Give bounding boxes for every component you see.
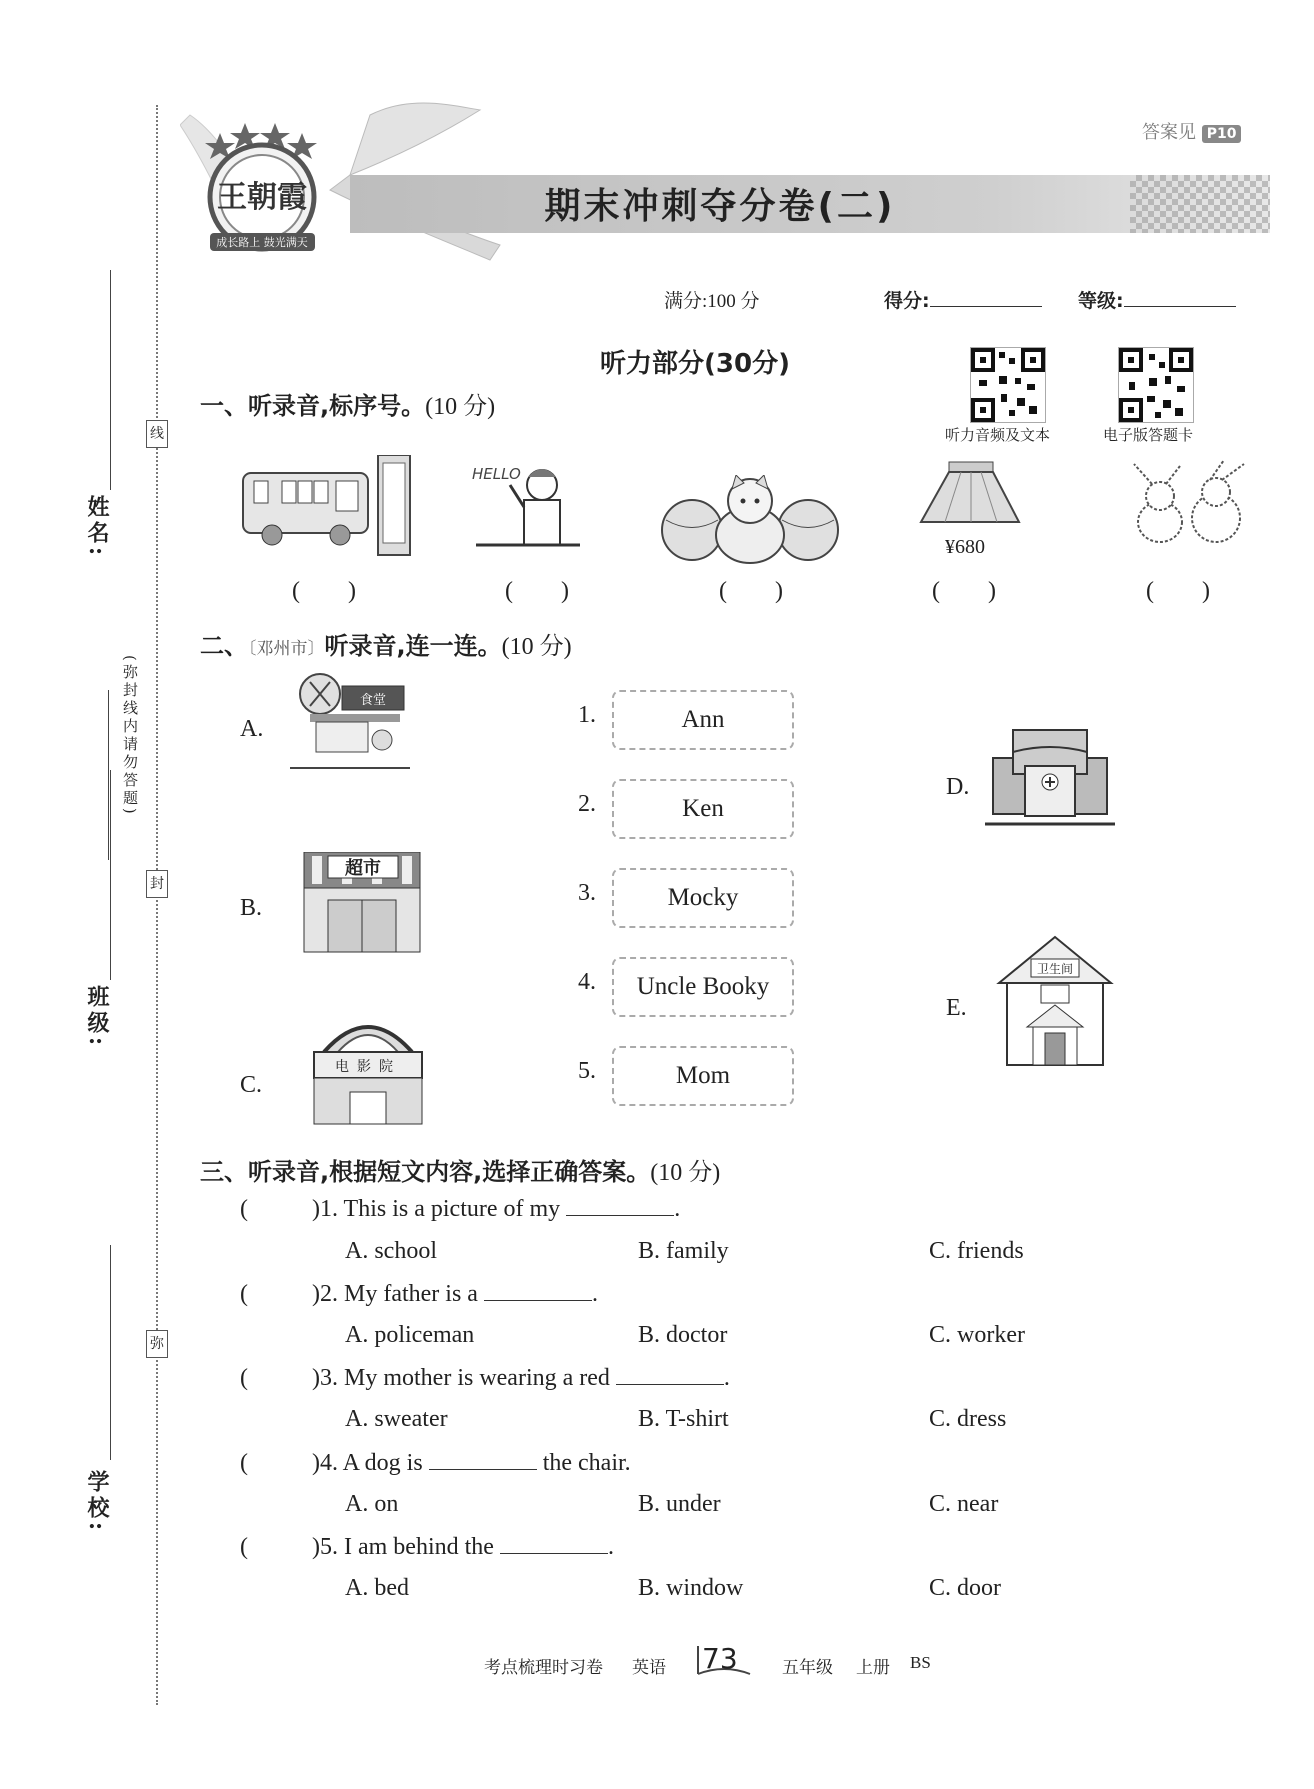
answer-paren-5[interactable]: ( ) [1146,578,1210,604]
grade-label: 等级: [1078,290,1124,312]
question-3-paren[interactable]: ( [240,1365,248,1391]
question-2 [240,1280,598,1308]
question-1-option-b[interactable]: B. family [638,1238,729,1264]
question-4-option-a[interactable]: A. on [345,1491,399,1517]
class-underline [110,770,111,980]
answer-paren-1[interactable]: ( ) [292,578,356,604]
boy-hello-icon [470,455,580,560]
question-5-option-a[interactable]: A. bed [345,1575,409,1601]
question-4-paren[interactable]: ( [240,1450,248,1476]
qr-code-audio[interactable] [970,347,1046,423]
publisher-logo [190,115,335,260]
restaurant-sign: 食堂 [359,693,387,708]
answer-paren-4[interactable]: ( ) [932,578,996,604]
toilet-sign: 卫生间 [1036,962,1074,976]
name-card-uncle-booky[interactable]: Uncle Booky [612,957,794,1017]
question-1-paren[interactable]: ( [240,1196,248,1222]
rabbits-icon [1120,460,1250,560]
school-label: 学校: [84,1470,110,1535]
binding-dotted-line [156,105,158,1705]
skirt-price: ¥680 [945,536,985,558]
footer-book: 考点梳理时习卷 [484,1658,603,1677]
question-2-text: )2. My father is a [312,1281,478,1307]
question-5-blank[interactable] [500,1533,608,1554]
qr-caption-answer-card: 电子版答题卡 [1103,426,1194,444]
question-1-blank[interactable] [566,1195,674,1216]
page-title: 期末冲刺夺分卷(二) [544,186,896,227]
banner-pattern [1130,175,1270,233]
question-3-option-c[interactable]: C. dress [929,1406,1007,1432]
place-letter-e: E. [946,995,967,1021]
name-number-2: 2. [578,791,596,817]
name-label: 姓名: [84,495,110,560]
score-blank[interactable] [930,286,1042,307]
score-field[interactable] [884,286,1042,313]
grade-blank[interactable] [1124,286,1236,307]
name-card-mocky[interactable]: Mocky [612,868,794,928]
question-4 [240,1449,631,1477]
binding-mark-mi: 弥 [146,1330,168,1358]
svg-text:王朝霞: 王朝霞 [217,180,307,215]
section3-title [200,1152,720,1187]
name-number-4: 4. [578,969,596,995]
question-4-blank[interactable] [429,1449,537,1470]
place-letter-d: D. [946,774,970,800]
hello-caption: HELLO [472,465,521,483]
question-2-option-a[interactable]: A. policeman [345,1322,475,1348]
section3-points: (10 分) [650,1160,721,1186]
place-letter-b: B. [240,895,263,921]
section3-title-text: 三、听录音,根据短文内容,选择正确答案。 [200,1158,651,1186]
qr-code-answer-card[interactable] [1118,347,1194,423]
section2-title-text: 听录音,连一连。 [324,632,502,660]
question-1-tail: . [674,1196,681,1222]
question-4-tail: the chair. [542,1450,631,1476]
question-4-text: )4. A dog is [312,1450,423,1476]
name-card-mom[interactable]: Mom [612,1046,794,1106]
question-4-option-c[interactable]: C. near [929,1491,999,1517]
bus-icon [240,455,415,560]
place-letter-a: A. [240,716,264,742]
page-number: 73 [702,1642,738,1675]
listening-part-title: 听力部分(30分) [600,349,790,379]
answer-page-tag: P10 [1202,125,1242,143]
score-label: 得分: [884,290,930,312]
binding-mark-seal: 封 [146,870,168,898]
section1-title [200,386,495,421]
name-number-5: 5. [578,1058,596,1084]
cat-balls-icon [660,475,840,565]
svg-text:成长路上 鼓光满天: 成长路上 鼓光满天 [216,236,308,249]
supermarket-icon [298,852,426,954]
section2-title [200,626,572,661]
cinema-icon [310,1008,426,1126]
footer-edition: BS [910,1653,931,1672]
question-5-text: )5. I am behind the [312,1534,494,1560]
section2-points: (10 分) [501,634,572,660]
place-letter-c: C. [240,1072,263,1098]
question-2-option-b[interactable]: B. doctor [638,1322,728,1348]
supermarket-sign: 超市 [345,858,381,879]
question-5-paren[interactable]: ( [240,1534,248,1560]
binding-notice: (弥封线内请勿答题) [121,655,139,817]
section1-points: (10 分) [425,394,496,420]
question-5 [240,1533,614,1561]
logo-seal-icon [190,115,335,260]
binding-mark-line: 线 [146,420,168,448]
qr-caption-audio: 听力音频及文本 [945,426,1051,444]
section1-title-text: 一、听录音,标序号。 [200,392,426,420]
question-3-blank[interactable] [616,1364,724,1385]
qr-code-icon [971,348,1045,422]
footer-subject: 英语 [632,1658,666,1677]
class-label: 班级: [84,985,110,1050]
answer-reference-text: 答案见 [1142,122,1196,143]
question-1 [240,1195,680,1223]
answer-reference [1142,118,1241,144]
answer-paren-3[interactable]: ( ) [719,578,783,604]
question-3-option-a[interactable]: A. sweater [345,1406,448,1432]
hospital-icon [985,722,1115,832]
toilet-icon [995,935,1115,1070]
question-3-option-b[interactable]: B. T-shirt [638,1406,729,1432]
answer-paren-2[interactable]: ( ) [505,578,569,604]
question-4-option-b[interactable]: B. under [638,1491,721,1517]
question-1-option-c[interactable]: C. friends [929,1238,1024,1264]
question-5-option-b[interactable]: B. window [638,1575,744,1601]
question-1-option-a[interactable]: A. school [345,1238,437,1264]
school-underline [110,1245,111,1460]
name-card-ann[interactable]: Ann [612,690,794,750]
name-number-1: 1. [578,702,596,728]
question-2-tail: . [591,1281,598,1307]
restaurant-icon [290,668,410,773]
footer-volume: 上册 [856,1658,890,1677]
qr-code-icon [1119,348,1193,422]
question-2-paren[interactable]: ( [240,1281,248,1307]
name-underline [110,270,111,490]
question-1-text: )1. This is a picture of my [312,1196,561,1222]
question-5-tail: . [607,1534,614,1560]
question-2-option-c[interactable]: C. worker [929,1322,1025,1348]
footer-grade: 五年级 [782,1658,833,1677]
cinema-sign: 电影院 [335,1059,401,1075]
name-number-3: 3. [578,880,596,906]
section2-prefix: 二、 [200,632,248,660]
question-5-option-c[interactable]: C. door [929,1575,1001,1601]
question-3 [240,1364,730,1392]
binding-divider [108,690,109,860]
question-3-text: )3. My mother is wearing a red [312,1365,610,1391]
grade-field[interactable] [1078,286,1236,313]
full-score: 满分:100 分 [664,291,760,312]
section2-city-tag: 〔邓州市〕 [248,639,325,659]
question-3-tail: . [723,1365,730,1391]
question-2-blank[interactable] [484,1280,592,1301]
name-card-ken[interactable]: Ken [612,779,794,839]
skirt-icon [915,460,1025,530]
